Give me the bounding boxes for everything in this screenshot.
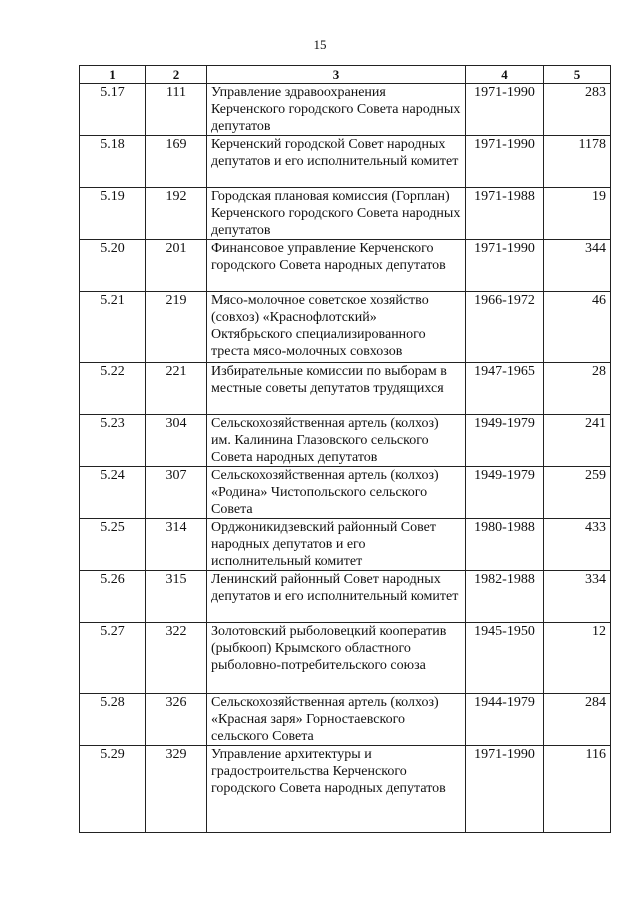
row-number: 5.17 bbox=[80, 84, 146, 136]
item-count: 284 bbox=[544, 694, 611, 746]
table-row bbox=[80, 694, 611, 746]
row-number: 5.26 bbox=[80, 571, 146, 623]
row-number: 5.24 bbox=[80, 467, 146, 519]
item-count: 433 bbox=[544, 519, 611, 571]
row-number: 5.27 bbox=[80, 623, 146, 694]
fund-title: Керченский городской Совет народных депутатов и его исполнительный комитет bbox=[207, 136, 466, 188]
date-range: 1966-1972 bbox=[466, 292, 544, 363]
archive-table bbox=[79, 65, 611, 833]
item-count: 28 bbox=[544, 363, 611, 415]
item-count: 334 bbox=[544, 571, 611, 623]
table-row bbox=[80, 363, 611, 415]
fund-title: Сельскохозяйственная артель (колхоз) им. Калинина Глазовского сельского Совета народных депутатов bbox=[207, 415, 466, 467]
table-row bbox=[80, 519, 611, 571]
date-range: 1949-1979 bbox=[466, 467, 544, 519]
header-col-3: 3 bbox=[207, 66, 466, 84]
fund-code: 201 bbox=[146, 240, 207, 292]
fund-title: Финансовое управление Керченского городского Совета народных депутатов bbox=[207, 240, 466, 292]
fund-title: Мясо-молочное советское хозяйство (совхоз) «Краснофлотский» Октябрьского специализированного треста мясо-молочных совхозов bbox=[207, 292, 466, 363]
fund-title: Избирательные комиссии по выборам в местные советы депутатов трудящихся bbox=[207, 363, 466, 415]
fund-title: Управление архитектуры и градостроительства Керченского городского Совета народных депутатов bbox=[207, 746, 466, 833]
fund-title: Ленинский районный Совет народных депутатов и его исполнительный комитет bbox=[207, 571, 466, 623]
date-range: 1944-1979 bbox=[466, 694, 544, 746]
row-number: 5.21 bbox=[80, 292, 146, 363]
table-row bbox=[80, 292, 611, 363]
fund-code: 192 bbox=[146, 188, 207, 240]
fund-code: 329 bbox=[146, 746, 207, 833]
header-row bbox=[80, 66, 611, 84]
row-number: 5.22 bbox=[80, 363, 146, 415]
fund-code: 169 bbox=[146, 136, 207, 188]
fund-title: Сельскохозяйственная артель (колхоз) «Родина» Чистопольского сельского Совета bbox=[207, 467, 466, 519]
table-row bbox=[80, 188, 611, 240]
row-number: 5.25 bbox=[80, 519, 146, 571]
table-row bbox=[80, 84, 611, 136]
row-number: 5.18 bbox=[80, 136, 146, 188]
item-count: 116 bbox=[544, 746, 611, 833]
fund-code: 111 bbox=[146, 84, 207, 136]
fund-title: Управление здравоохранения Керченского городского Совета народных депутатов bbox=[207, 84, 466, 136]
table-row bbox=[80, 240, 611, 292]
fund-code: 307 bbox=[146, 467, 207, 519]
fund-code: 221 bbox=[146, 363, 207, 415]
table-row bbox=[80, 415, 611, 467]
date-range: 1971-1990 bbox=[466, 746, 544, 833]
header-col-4: 4 bbox=[466, 66, 544, 84]
row-number: 5.20 bbox=[80, 240, 146, 292]
table-row bbox=[80, 623, 611, 694]
item-count: 19 bbox=[544, 188, 611, 240]
date-range: 1945-1950 bbox=[466, 623, 544, 694]
item-count: 12 bbox=[544, 623, 611, 694]
page-number: 15 bbox=[313, 37, 327, 52]
table-row bbox=[80, 571, 611, 623]
fund-code: 304 bbox=[146, 415, 207, 467]
row-number: 5.28 bbox=[80, 694, 146, 746]
item-count: 1178 bbox=[544, 136, 611, 188]
header-col-2: 2 bbox=[146, 66, 207, 84]
fund-code: 314 bbox=[146, 519, 207, 571]
header-col-1: 1 bbox=[80, 66, 146, 84]
date-range: 1971-1990 bbox=[466, 84, 544, 136]
row-number: 5.19 bbox=[80, 188, 146, 240]
fund-code: 219 bbox=[146, 292, 207, 363]
table-row bbox=[80, 136, 611, 188]
table-row bbox=[80, 467, 611, 519]
fund-title: Орджоникидзевский районный Совет народных депутатов и его исполнительный комитет bbox=[207, 519, 466, 571]
date-range: 1949-1979 bbox=[466, 415, 544, 467]
item-count: 46 bbox=[544, 292, 611, 363]
date-range: 1971-1988 bbox=[466, 188, 544, 240]
header-col-5: 5 bbox=[544, 66, 611, 84]
fund-code: 326 bbox=[146, 694, 207, 746]
fund-title: Сельскохозяйственная артель (колхоз) «Красная заря» Горностаевского сельского Совета bbox=[207, 694, 466, 746]
row-number: 5.23 bbox=[80, 415, 146, 467]
fund-code: 322 bbox=[146, 623, 207, 694]
date-range: 1971-1990 bbox=[466, 136, 544, 188]
item-count: 283 bbox=[544, 84, 611, 136]
item-count: 259 bbox=[544, 467, 611, 519]
date-range: 1947-1965 bbox=[466, 363, 544, 415]
date-range: 1982-1988 bbox=[466, 571, 544, 623]
table-row bbox=[80, 746, 611, 833]
item-count: 344 bbox=[544, 240, 611, 292]
date-range: 1980-1988 bbox=[466, 519, 544, 571]
item-count: 241 bbox=[544, 415, 611, 467]
row-number: 5.29 bbox=[80, 746, 146, 833]
fund-code: 315 bbox=[146, 571, 207, 623]
fund-title: Городская плановая комиссия (Горплан) Керченского городского Совета народных депутатов bbox=[207, 188, 466, 240]
fund-title: Золотовский рыболовецкий кооператив (рыбкооп) Крымского областного рыболовно-потребительского союза bbox=[207, 623, 466, 694]
date-range: 1971-1990 bbox=[466, 240, 544, 292]
